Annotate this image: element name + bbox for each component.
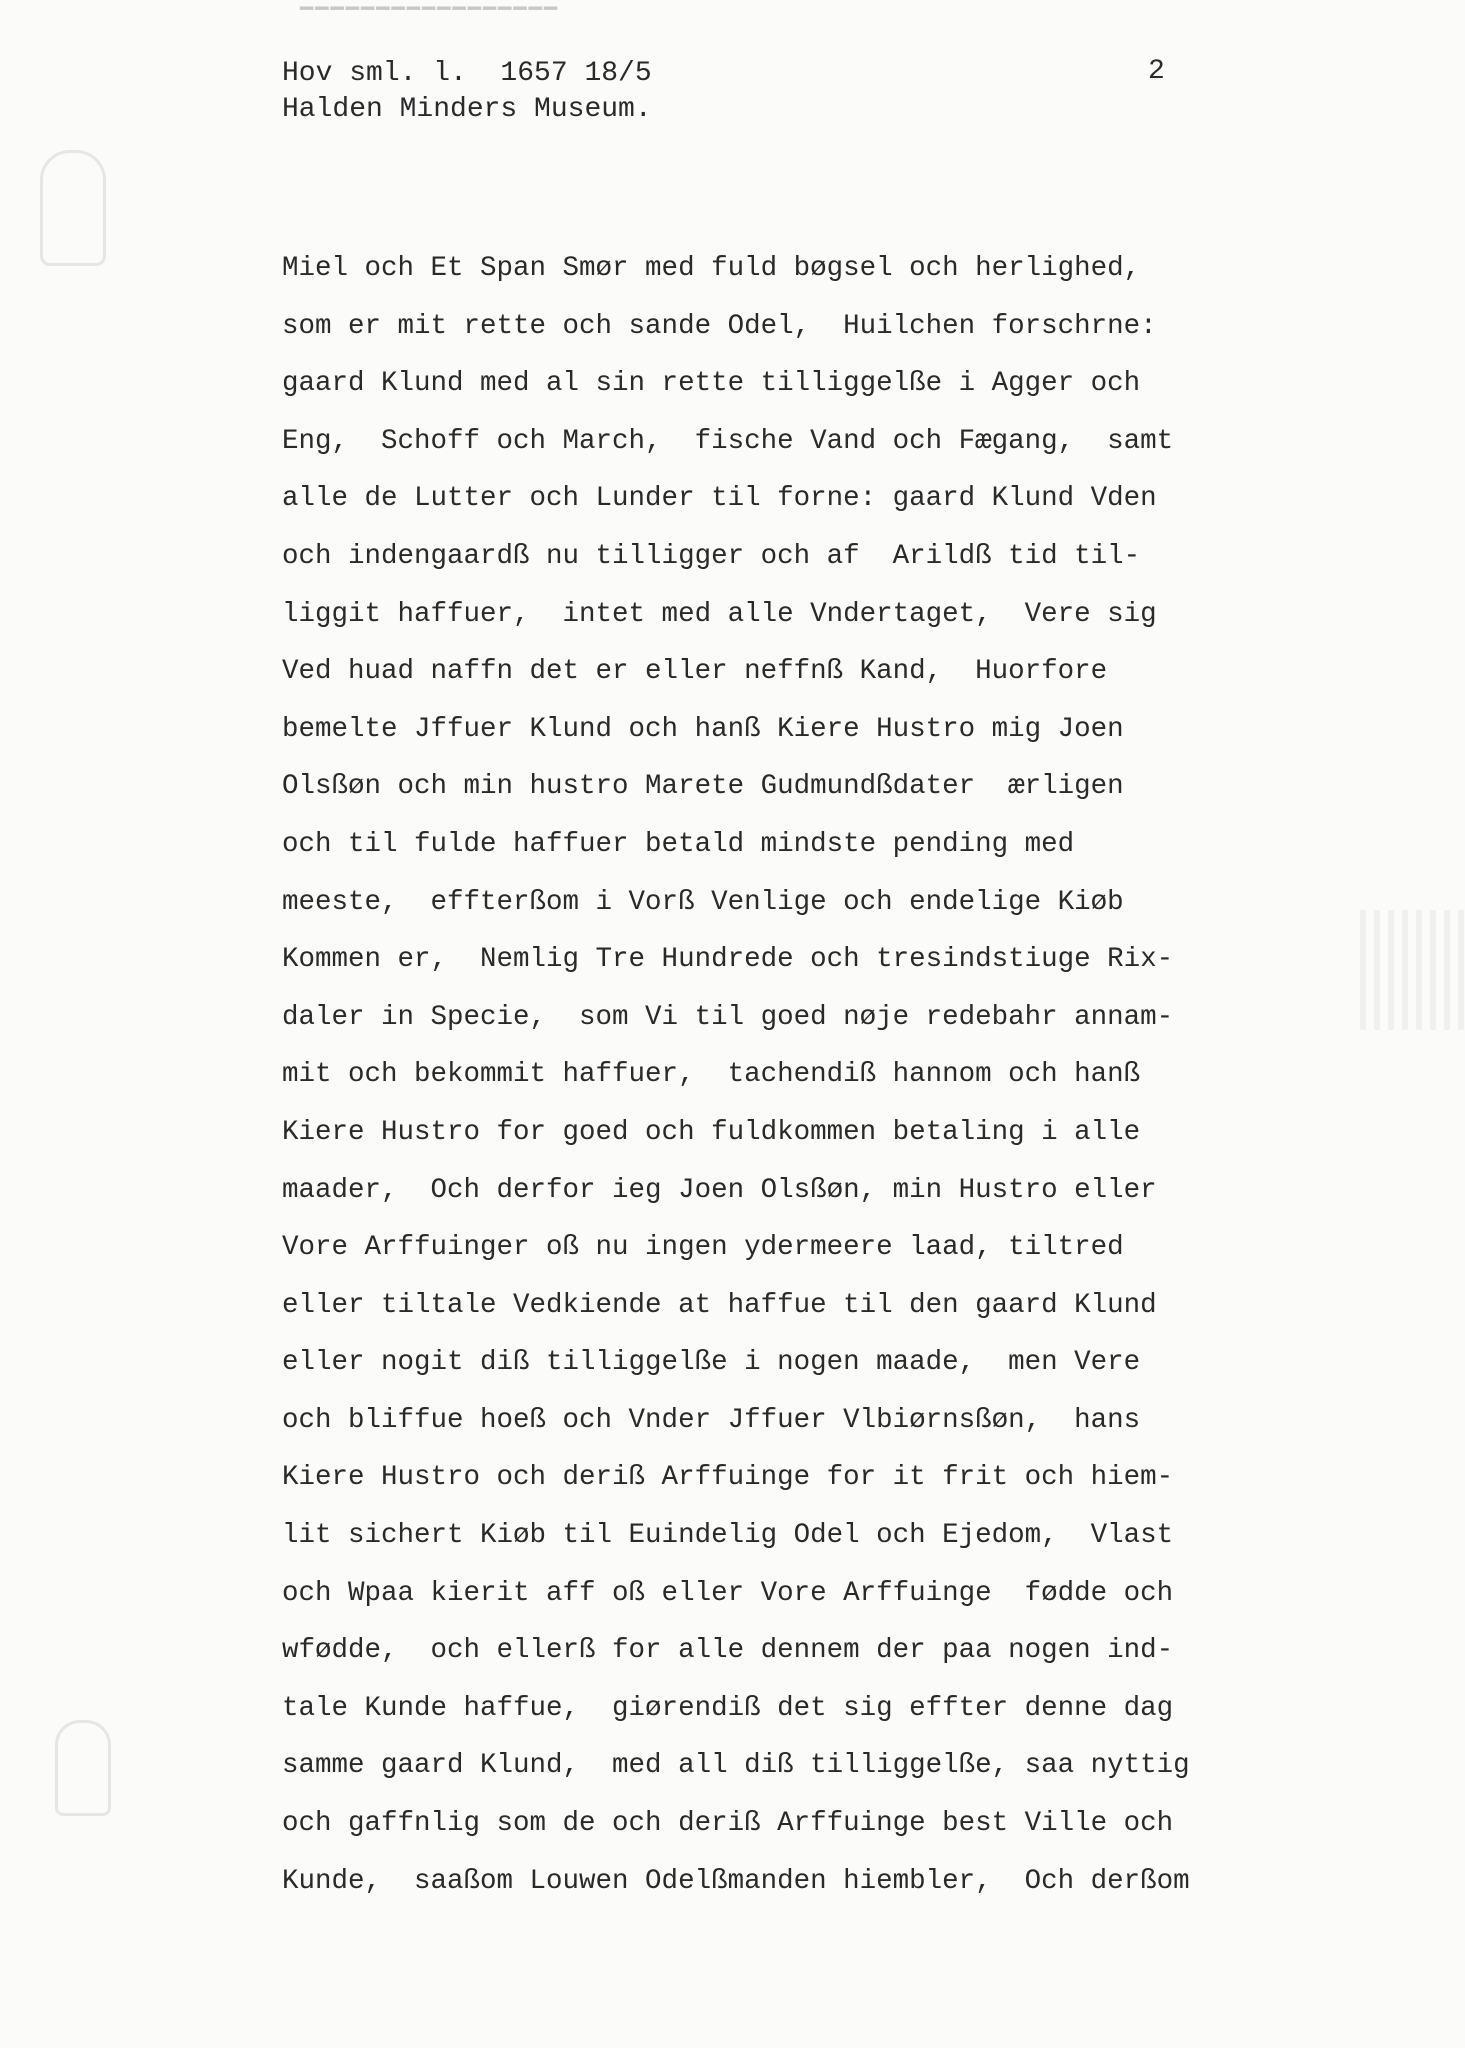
text-line: Kiere Hustro for goed och fuldkommen betaling i alle — [282, 1116, 1141, 1148]
faint-archive-stamp: ▔▔▔▔▔▔▔▔▔▔▔▔▔▔▔▔▔ — [300, 9, 560, 34]
text-line: och bliffue hoeß och Vnder Jffuer Vlbiørnsßøn, hans — [282, 1404, 1141, 1436]
text-line: som er mit rette och sande Odel, Huilchen forschrne: — [282, 310, 1157, 342]
header-reference: Hov sml. l. 1657 18/5 — [282, 58, 652, 89]
bleed-through-mark — [40, 150, 106, 266]
text-line: och indengaardß nu tilligger och af Arildß tid til- — [282, 540, 1141, 572]
text-line: wfødde, och ellerß for alle dennem der paa nogen ind- — [282, 1635, 1174, 1667]
text-line: alle de Lutter och Lunder til forne: gaard Klund Vden — [282, 483, 1157, 515]
bleed-through-mark — [55, 1720, 111, 1816]
text-line: gaard Klund med al sin rette tilliggelße i Agger och — [282, 368, 1141, 400]
text-line: bemelte Jffuer Klund och hanß Kiere Hustro mig Joen — [282, 713, 1124, 745]
text-line: daler in Specie, som Vi til goed nøje redebahr annam- — [282, 1001, 1174, 1033]
text-line: och til fulde haffuer betald mindste pending med — [282, 828, 1075, 860]
text-line: Olsßøn och min hustro Marete Gudmundßdater ærligen — [282, 771, 1124, 803]
text-line: och gaffnlig som de och deriß Arffuinge best Ville och — [282, 1808, 1174, 1840]
text-line: Vore Arffuinger oß nu ingen ydermeere laad, tiltred — [282, 1232, 1124, 1264]
page-number: 2 — [1148, 56, 1165, 87]
text-line: eller nogit diß tilliggelße i nogen maade, men Vere — [282, 1347, 1141, 1379]
bleed-through-mark — [1360, 910, 1465, 1030]
text-line: maader, Och derfor ieg Joen Olsßøn, min Hustro eller — [282, 1174, 1157, 1206]
text-line: lit sichert Kiøb til Euindelig Odel och Ejedom, Vlast — [282, 1520, 1174, 1552]
text-line: eller tiltale Vedkiende at haffue til den gaard Klund — [282, 1289, 1157, 1321]
text-line: tale Kunde haffue, giørendiß det sig effter denne dag — [282, 1692, 1174, 1724]
text-line: Kiere Hustro och deriß Arffuinge for it frit och hiem- — [282, 1462, 1174, 1494]
text-line: Eng, Schoff och March, fische Vand och Fægang, samt — [282, 425, 1174, 457]
header-museum: Halden Minders Museum. — [282, 94, 652, 125]
text-line: meeste, effterßom i Vorß Venlige och endelige Kiøb — [282, 886, 1124, 918]
document-header — [282, 56, 652, 128]
text-line: liggit haffuer, intet med alle Vndertaget, Vere sig — [282, 598, 1157, 630]
text-line: samme gaard Klund, med all diß tilliggelße, saa nyttig — [282, 1750, 1190, 1782]
text-line: Ved huad naffn det er eller neffnß Kand, Huorfore — [282, 656, 1108, 688]
text-line: mit och bekommit haffuer, tachendiß hannom och hanß — [282, 1059, 1141, 1091]
text-line: och Wpaa kierit aff oß eller Vore Arffuinge fødde och — [282, 1577, 1174, 1609]
text-line: Kunde, saaßom Louwen Odelßmanden hiembler, Och derßom — [282, 1865, 1190, 1897]
text-line: Miel och Et Span Smør med fuld bøgsel och herlighed, — [282, 253, 1141, 284]
transcription-body — [282, 240, 1242, 1910]
text-line: Kommen er, Nemlig Tre Hundrede och tresindstiuge Rix- — [282, 944, 1174, 976]
